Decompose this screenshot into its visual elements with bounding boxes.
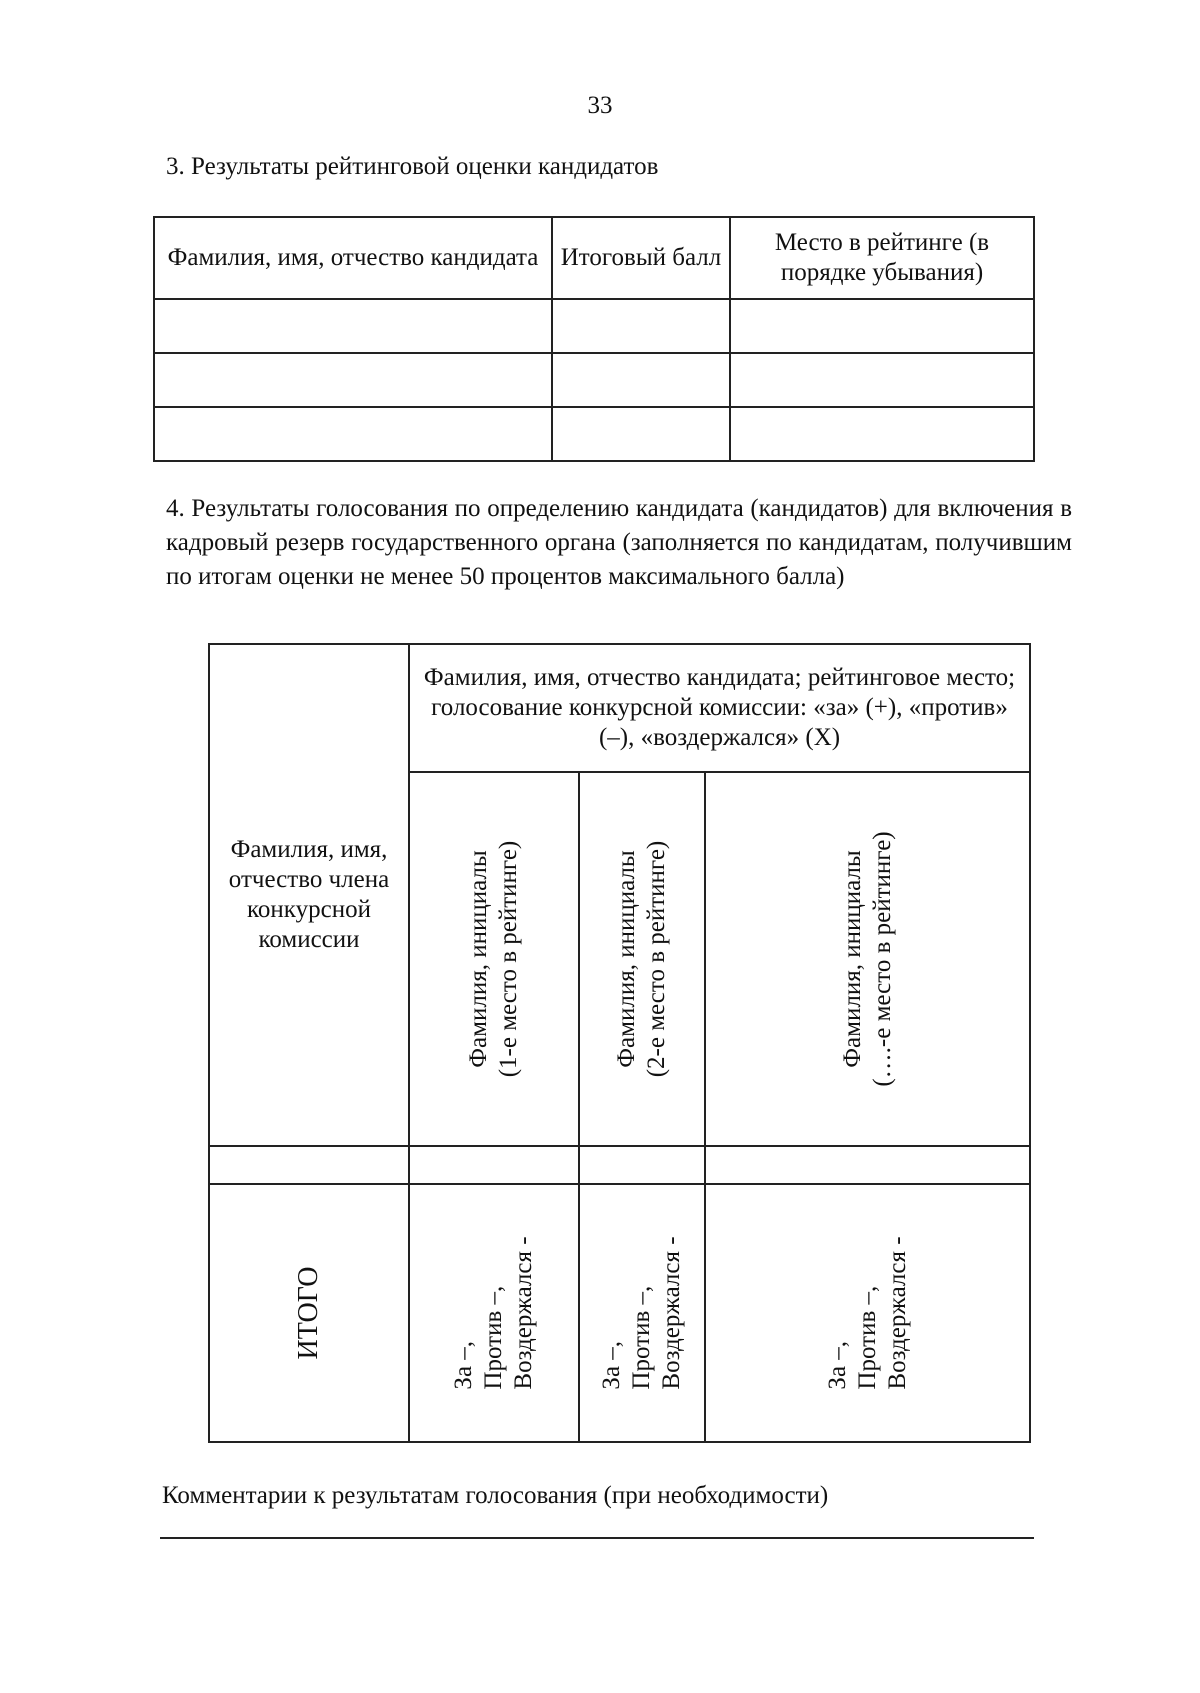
total-cell-candidate-1[interactable] [409, 1184, 579, 1442]
table-cell[interactable] [552, 299, 730, 353]
votes-against-label: Против –, [628, 1285, 655, 1390]
candidate-name-label: Фамилия, инициалы [465, 850, 492, 1068]
rating-results-table [153, 216, 1035, 462]
votes-against-label: Против –, [853, 1285, 881, 1390]
comments-label: Комментарии к результатам голосования (при необходимости) [162, 1482, 829, 1509]
votes-abstained-label: Воздержался - [510, 1236, 537, 1390]
table-cell[interactable] [552, 407, 730, 461]
table-cell[interactable] [209, 1146, 409, 1184]
comments-input-line[interactable] [160, 1537, 1034, 1539]
group-header-line-1: Фамилия, имя, отчество кандидата; рейтинговое место; [423, 664, 1016, 691]
candidate-name-label: Фамилия, инициалы [613, 850, 640, 1068]
voting-results-table [208, 643, 1031, 1443]
column-header-candidate-n [705, 772, 1030, 1146]
table-cell[interactable] [730, 353, 1034, 407]
total-cell-candidate-n[interactable] [705, 1184, 1030, 1442]
group-header-line-2: голосование конкурсной комиссии: «за» (+), «против» (–), «воздержался» (Х) [431, 694, 1008, 751]
table-cell[interactable] [409, 1146, 579, 1184]
votes-against-label: Против –, [480, 1285, 507, 1390]
candidate-place-label: (….-е место в рейтинге) [868, 831, 896, 1087]
column-header-commission-member: Фамилия, имя, отчество члена конкурсной комиссии [209, 644, 409, 1146]
table-cell[interactable] [154, 299, 552, 353]
table-cell[interactable] [154, 407, 552, 461]
candidate-place-label: (1-е место в рейтинге) [495, 840, 522, 1078]
table-row [154, 407, 1034, 461]
section-4-heading: 4. Результаты голосования по определению кандидата (кандидатов) для включения в кадровый резерв государственного органа (заполняется по кандидатам, получившим по итогам оценки не менее 50 процентов максимального балла) [166, 495, 1072, 590]
table-cell[interactable] [705, 1146, 1030, 1184]
section-3-heading: 3. Результаты рейтинговой оценки кандидатов [166, 153, 659, 180]
table-cell[interactable] [154, 353, 552, 407]
votes-for-label: За –, [450, 1340, 477, 1390]
votes-for-label: За –, [823, 1340, 851, 1390]
table-header-row [154, 217, 1034, 299]
column-header-candidate-1 [409, 772, 579, 1146]
votes-abstained-label: Воздержался - [883, 1236, 911, 1390]
candidate-place-label: (2-е место в рейтинге) [643, 840, 670, 1078]
table-cell[interactable] [579, 1146, 705, 1184]
table-cell[interactable] [730, 407, 1034, 461]
votes-abstained-label: Воздержался - [658, 1236, 685, 1390]
total-label-cell [209, 1184, 409, 1442]
column-header-candidate-2 [579, 772, 705, 1146]
total-label: ИТОГО [293, 1266, 324, 1360]
page-number: 33 [587, 92, 613, 119]
column-header-candidate-name: Фамилия, имя, отчество кандидата [154, 217, 552, 299]
total-cell-candidate-2[interactable] [579, 1184, 705, 1442]
candidates-group-header [409, 644, 1030, 772]
table-cell[interactable] [730, 299, 1034, 353]
totals-row [209, 1184, 1030, 1442]
votes-for-label: За –, [598, 1340, 625, 1390]
table-cell[interactable] [552, 353, 730, 407]
candidate-name-label: Фамилия, инициалы [838, 850, 866, 1068]
table-row [154, 353, 1034, 407]
column-header-total-score: Итоговый балл [552, 217, 730, 299]
table-row [154, 299, 1034, 353]
column-header-rating-place: Место в рейтинге (в порядке убывания) [730, 217, 1034, 299]
group-header-row [209, 644, 1030, 772]
table-row [209, 1146, 1030, 1184]
